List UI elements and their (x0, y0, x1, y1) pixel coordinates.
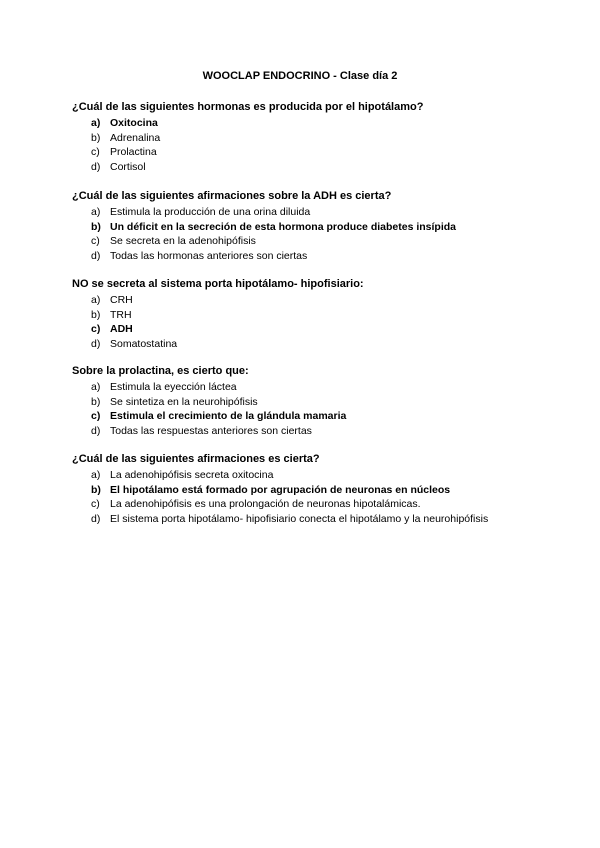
option-text: Estimula la eyección láctea (110, 381, 237, 393)
option-letter: c) (91, 146, 100, 159)
option-a (72, 116, 532, 131)
option-letter: b) (91, 395, 101, 408)
option-a (72, 205, 532, 220)
option-text: Se secreta en la adenohipófisis (110, 235, 256, 248)
question-3 (72, 277, 532, 351)
option-text: Oxitocina (110, 117, 158, 129)
option-letter: d) (91, 512, 101, 525)
option-letter: b) (91, 308, 101, 321)
option-text: Prolactina (110, 146, 157, 159)
option-text: El hipotálamo está formado por agrupación de neuronas en núcleos (110, 483, 451, 496)
option-letter: d) (91, 337, 101, 350)
option-letter: c) (91, 323, 101, 336)
option-text: Adrenalina (110, 131, 161, 144)
options-list (72, 380, 532, 438)
option-letter: a) (91, 381, 101, 393)
question-text: ¿Cuál de las siguientes afirmaciones es cierta? (72, 453, 320, 465)
option-letter: d) (91, 249, 101, 262)
option-c (72, 145, 532, 160)
question-text: ¿Cuál de las siguientes hormonas es producida por el hipotálamo? (72, 101, 424, 113)
option-text: CRH (110, 294, 133, 306)
options-list (72, 468, 532, 526)
option-letter: c) (91, 498, 100, 511)
option-letter: a) (91, 469, 101, 481)
option-letter: a) (91, 117, 101, 129)
question-text: ¿Cuál de las siguientes afirmaciones sobre la ADH es cierta? (72, 190, 392, 202)
option-text: Todas las hormonas anteriores son ciertas (110, 249, 308, 262)
question-1 (72, 100, 532, 174)
option-text: Cortisol (110, 160, 146, 173)
option-b (72, 308, 532, 323)
document-title: WOOCLAP ENDOCRINO - Clase día 2 (202, 70, 398, 82)
option-a (72, 293, 532, 308)
option-letter: a) (91, 206, 101, 218)
option-text: ADH (110, 323, 133, 336)
option-text: TRH (110, 308, 132, 321)
option-c (72, 497, 532, 512)
option-a (72, 468, 532, 483)
option-letter: b) (91, 483, 101, 496)
option-letter: b) (91, 220, 101, 233)
question-text: NO se secreta al sistema porta hipotálamo- hipofisiario: (72, 278, 364, 290)
option-text: Se sintetiza en la neurohipófisis (110, 395, 258, 408)
options-list (72, 116, 532, 174)
option-letter: b) (91, 131, 101, 144)
option-text: Somatostatina (110, 337, 178, 350)
option-d (72, 337, 532, 352)
option-letter: a) (91, 294, 101, 306)
option-text: Estimula la producción de una orina diluida (110, 206, 311, 218)
options-list (72, 205, 532, 263)
option-text: El sistema porta hipotálamo- hipofisiario conecta el hipotálamo y la neurohipófisis (110, 512, 489, 525)
option-d (72, 424, 532, 439)
option-d (72, 160, 532, 175)
option-b (72, 131, 532, 146)
option-text: La adenohipófisis secreta oxitocina (110, 469, 274, 481)
option-b (72, 395, 532, 410)
option-text: La adenohipófisis es una prolongación de neuronas hipotalámicas. (110, 498, 421, 511)
option-letter: d) (91, 160, 101, 173)
option-c (72, 322, 532, 337)
options-list (72, 293, 532, 351)
option-d (72, 512, 532, 527)
option-b (72, 483, 532, 498)
option-letter: c) (91, 235, 100, 248)
option-c (72, 409, 532, 424)
option-d (72, 249, 532, 264)
question-4 (72, 364, 532, 438)
question-5 (72, 452, 532, 526)
option-letter: c) (91, 410, 101, 423)
option-letter: d) (91, 424, 101, 437)
option-b (72, 220, 532, 235)
question-text: Sobre la prolactina, es cierto que: (72, 365, 249, 377)
option-c (72, 234, 532, 249)
option-text: Estimula el crecimiento de la glándula mamaria (110, 410, 347, 423)
option-a (72, 380, 532, 395)
option-text: Todas las respuestas anteriores son ciertas (110, 424, 312, 437)
option-text: Un déficit en la secreción de esta hormona produce diabetes insípida (110, 220, 457, 233)
question-2 (72, 189, 532, 263)
